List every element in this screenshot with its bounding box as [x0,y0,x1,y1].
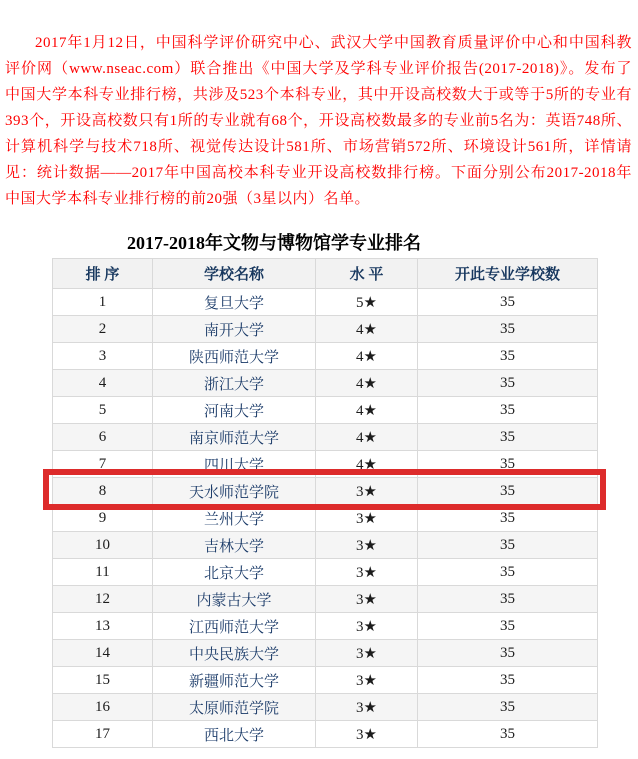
col-header-count: 开此专业学校数 [418,259,598,289]
star-rating-cell: 3★ [316,586,418,613]
school-count-cell: 35 [418,397,598,424]
school-count-cell: 35 [418,478,598,505]
school-count-cell: 35 [418,505,598,532]
school-name-link[interactable]: 河南大学 [153,397,316,424]
star-rating-cell: 3★ [316,478,418,505]
rank-cell: 8 [53,478,153,505]
star-rating-cell: 3★ [316,559,418,586]
school-count-cell: 35 [418,316,598,343]
rank-cell: 7 [53,451,153,478]
col-header-school: 学校名称 [153,259,316,289]
school-name-link[interactable]: 中央民族大学 [153,640,316,667]
school-name-link[interactable]: 兰州大学 [153,505,316,532]
school-name-link[interactable]: 新疆师范大学 [153,667,316,694]
table-row [53,505,598,532]
rank-cell: 6 [53,424,153,451]
table-row [53,559,598,586]
table-row [53,586,598,613]
school-count-cell: 35 [418,559,598,586]
star-rating-cell: 3★ [316,505,418,532]
rank-cell: 12 [53,586,153,613]
rank-cell: 2 [53,316,153,343]
star-rating-cell: 3★ [316,640,418,667]
school-count-cell: 35 [418,451,598,478]
rank-cell: 4 [53,370,153,397]
school-name-link[interactable]: 太原师范学院 [153,694,316,721]
school-count-cell: 35 [418,289,598,316]
table-row [53,667,598,694]
star-rating-cell: 4★ [316,370,418,397]
table-row [53,397,598,424]
rank-cell: 13 [53,613,153,640]
school-count-cell: 35 [418,532,598,559]
rank-cell: 1 [53,289,153,316]
table-row [53,451,598,478]
school-name-link[interactable]: 江西师范大学 [153,613,316,640]
school-name-link[interactable]: 复旦大学 [153,289,316,316]
ranking-table-container [52,258,597,748]
ranking-table-body [53,289,598,748]
rank-cell: 16 [53,694,153,721]
page-title: 2017-2018年文物与博物馆学专业排名 [127,233,421,253]
table-row [53,532,598,559]
school-count-cell: 35 [418,370,598,397]
star-rating-cell: 4★ [316,397,418,424]
ranking-table [52,258,598,748]
star-rating-cell: 3★ [316,532,418,559]
rank-cell: 11 [53,559,153,586]
school-name-link[interactable]: 天水师范学院 [153,478,316,505]
table-row [53,289,598,316]
rank-cell: 10 [53,532,153,559]
school-count-cell: 35 [418,667,598,694]
table-row [53,640,598,667]
school-name-link[interactable]: 南京师范大学 [153,424,316,451]
rank-cell: 5 [53,397,153,424]
school-count-cell: 35 [418,721,598,748]
star-rating-cell: 5★ [316,289,418,316]
school-name-link[interactable]: 内蒙古大学 [153,586,316,613]
school-name-link[interactable]: 西北大学 [153,721,316,748]
star-rating-cell: 3★ [316,721,418,748]
star-rating-cell: 4★ [316,316,418,343]
table-row [53,721,598,748]
table-row [53,316,598,343]
rank-cell: 14 [53,640,153,667]
table-header-row [53,259,598,289]
school-count-cell: 35 [418,613,598,640]
rank-cell: 15 [53,667,153,694]
star-rating-cell: 3★ [316,667,418,694]
star-rating-cell: 4★ [316,343,418,370]
star-rating-cell: 3★ [316,694,418,721]
table-row [53,694,598,721]
intro-paragraph: 2017年1月12日，中国科学评价研究中心、武汉大学中国教育质量评价中心和中国科教评价网（www.nseac.com）联合推出《中国大学及学科专业评价报告(2017-2018)》。发布了中国大学本科专业排行榜，共涉及523个本科专业，其中开设高校数大于或等于5所的专业有393个，开设高校数只有1所的专业就有68个，开设高校数最多的专业前5名为：英语748所、计算机科学与技术718所、视觉传达设计581所、市场营销572所、环境设计561所，详情请见：统计数据——2017年中国高校本科专业开设高校数排行榜。下面分别公布2017-2018年中国大学本科专业排行榜的前20强（3星以内）名单。 [5,35,632,207]
rank-cell: 17 [53,721,153,748]
star-rating-cell: 3★ [316,613,418,640]
school-count-cell: 35 [418,694,598,721]
table-row [53,343,598,370]
col-header-level: 水 平 [316,259,418,289]
school-count-cell: 35 [418,424,598,451]
rank-cell: 3 [53,343,153,370]
school-count-cell: 35 [418,640,598,667]
table-row [53,424,598,451]
school-count-cell: 35 [418,343,598,370]
table-row [53,613,598,640]
col-header-rank: 排 序 [53,259,153,289]
star-rating-cell: 4★ [316,451,418,478]
star-rating-cell: 4★ [316,424,418,451]
school-name-link[interactable]: 吉林大学 [153,532,316,559]
table-row [53,370,598,397]
school-name-link[interactable]: 陕西师范大学 [153,343,316,370]
school-count-cell: 35 [418,586,598,613]
school-name-link[interactable]: 浙江大学 [153,370,316,397]
rank-cell: 9 [53,505,153,532]
school-name-link[interactable]: 南开大学 [153,316,316,343]
table-row [53,478,598,505]
school-name-link[interactable]: 北京大学 [153,559,316,586]
school-name-link[interactable]: 四川大学 [153,451,316,478]
